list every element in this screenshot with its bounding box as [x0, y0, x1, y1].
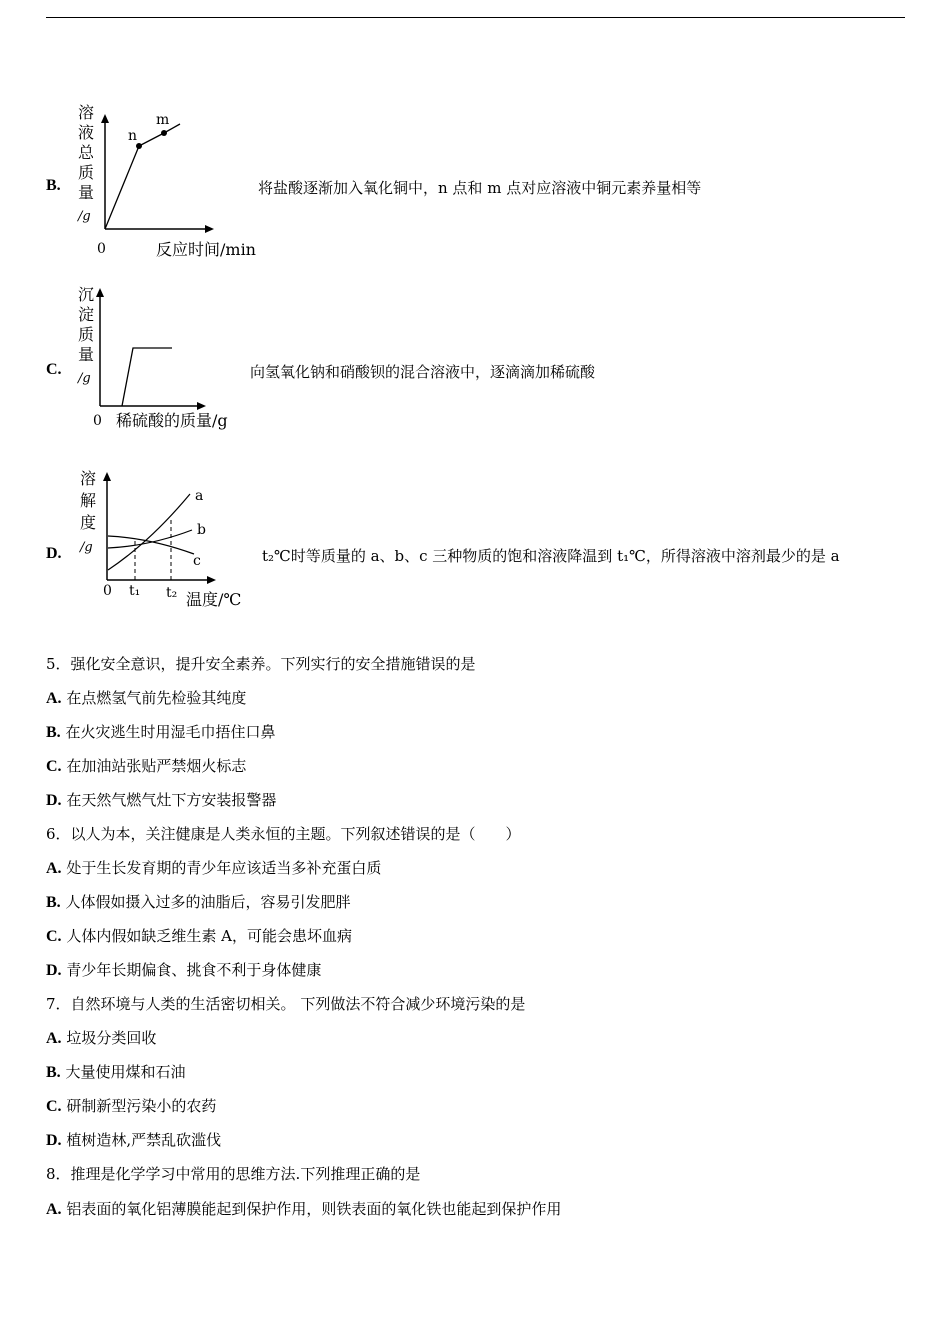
graph-d-y-arrow	[103, 472, 111, 481]
graph-d-tick-t1: t₁	[129, 583, 141, 599]
graph-b-ylabel-5: 量	[78, 183, 95, 202]
graph-d-x-arrow	[207, 576, 216, 584]
graph-d-label-a: a	[195, 488, 204, 504]
graph-c-ylabel-5: /g	[78, 371, 91, 386]
option-text: 铝表面的氧化铝薄膜能起到保护作用，则铁表面的氧化铁也能起到保护作用	[66, 1200, 562, 1218]
question-8-stem: 8．推理是化学学习中常用的思维方法.下列推理正确的是	[46, 1165, 421, 1183]
option-letter: C.	[46, 758, 62, 775]
option-letter: A.	[46, 690, 62, 707]
option-text: 人体假如摄入过多的油脂后，容易引发肥胖	[65, 893, 351, 911]
graph-b-point-m	[161, 130, 167, 136]
option-text: 人体内假如缺乏维生素 A，可能会患坏血病	[66, 927, 352, 945]
graph-d-origin: 0	[103, 583, 112, 599]
graph-b-ylabel-2: 液	[78, 123, 95, 142]
option-text: 在加油站张贴严禁烟火标志	[66, 757, 247, 775]
graph-b-ylabel-4: 质	[78, 163, 95, 182]
graph-b-origin: 0	[97, 241, 106, 257]
question-5-option-b	[46, 721, 275, 742]
graph-b-curve	[105, 124, 180, 229]
graph-c-ylabel-1: 沉	[78, 285, 95, 304]
graph-d-curve-b	[108, 530, 192, 548]
graph-d-ylabel-3: 度	[80, 513, 97, 532]
option-letter: A.	[46, 1030, 62, 1047]
question-7-option-d	[46, 1129, 221, 1150]
graph-d-ylabel-2: 解	[80, 491, 97, 510]
graph-c-x-arrow	[197, 402, 206, 410]
graph-c-xlabel: 稀硫酸的质量/g	[116, 411, 228, 430]
option-text: 在点燃氢气前先检验其纯度	[66, 689, 247, 707]
graph-b	[70, 98, 270, 263]
question-6-option-c	[46, 925, 352, 946]
graph-b-label-n: n	[128, 128, 138, 144]
option-text: 植树造林,严禁乱砍滥伐	[66, 1131, 222, 1149]
graph-d-curve-c	[108, 536, 194, 554]
graph-b-label-m: m	[156, 112, 170, 128]
option-letter: C.	[46, 1098, 62, 1115]
option-d-statement: t₂℃时等质量的 a、b、c 三种物质的饱和溶液降温到 t₁℃，所得溶液中溶剂最少的是 a	[262, 547, 840, 565]
graph-c-ylabel-3: 质	[78, 325, 95, 344]
option-d-letter: D.	[46, 545, 62, 562]
option-text: 青少年长期偏食、挑食不利于身体健康	[66, 961, 322, 979]
graph-b-xlabel: 反应时间/min	[156, 240, 256, 259]
option-text: 垃圾分类回收	[66, 1029, 157, 1047]
graph-c	[70, 280, 250, 435]
question-7-option-b	[46, 1061, 185, 1082]
graph-d-xlabel: 温度/℃	[186, 590, 242, 609]
option-letter: B.	[46, 894, 61, 911]
option-text: 在天然气燃气灶下方安装报警器	[66, 791, 277, 809]
option-c-statement: 向氢氧化钠和硝酸钡的混合溶液中，逐滴滴加稀硫酸	[250, 363, 596, 381]
option-b-statement: 将盐酸逐渐加入氧化铜中，n 点和 m 点对应溶液中铜元素养量相等	[258, 179, 702, 197]
option-letter: C.	[46, 928, 62, 945]
option-text: 大量使用煤和石油	[65, 1063, 186, 1081]
option-letter: B.	[46, 724, 61, 741]
question-6-option-d	[46, 959, 321, 980]
graph-d-tick-t2: t₂	[166, 585, 178, 601]
graph-d-label-b: b	[197, 522, 206, 538]
header-rule	[46, 17, 905, 18]
option-letter: B.	[46, 1064, 61, 1081]
graph-d-ylabel-4: /g	[80, 540, 93, 555]
option-c-letter: C.	[46, 361, 62, 378]
option-b-letter: B.	[46, 177, 61, 194]
question-8-option-a	[46, 1198, 561, 1219]
option-letter: A.	[46, 860, 62, 877]
graph-b-x-arrow	[205, 225, 214, 233]
graph-b-ylabel-3: 总	[78, 143, 95, 162]
graph-d-curve-a	[108, 494, 190, 570]
question-7-stem: 7．自然环境与人类的生活密切相关。 下列做法不符合减少环境污染的是	[46, 995, 526, 1013]
graph-b-ylabel-6: /g	[78, 209, 91, 224]
graph-b-y-arrow	[101, 114, 109, 123]
option-letter: A.	[46, 1201, 62, 1218]
option-letter: D.	[46, 1132, 62, 1149]
graph-d-ylabel-1: 溶	[80, 469, 97, 488]
question-5-option-d	[46, 789, 276, 810]
graph-c-ylabel-2: 淀	[78, 305, 95, 324]
question-6-option-a	[46, 857, 381, 878]
question-7-option-a	[46, 1027, 156, 1048]
option-text: 研制新型污染小的农药	[66, 1097, 217, 1115]
question-5-option-a	[46, 687, 246, 708]
graph-d	[70, 462, 255, 612]
question-5-stem: 5．强化安全意识，提升安全素养。下列实行的安全措施错误的是	[46, 655, 476, 673]
graph-c-y-arrow	[96, 288, 104, 297]
graph-c-ylabel-4: 量	[78, 345, 95, 364]
graph-d-label-c: c	[193, 553, 201, 569]
question-6-stem: 6．以人为本，关注健康是人类永恒的主题。下列叙述错误的是（ ）	[46, 825, 521, 843]
option-text: 处于生长发育期的青少年应该适当多补充蛋白质	[66, 859, 382, 877]
graph-c-origin: 0	[93, 413, 102, 429]
question-5-option-c	[46, 755, 246, 776]
graph-c-curve	[122, 348, 172, 406]
option-text: 在火灾逃生时用湿毛巾捂住口鼻	[65, 723, 276, 741]
question-6-option-b	[46, 891, 350, 912]
question-7-option-c	[46, 1095, 216, 1116]
option-letter: D.	[46, 792, 62, 809]
option-letter: D.	[46, 962, 62, 979]
graph-b-ylabel-1: 溶	[78, 103, 95, 122]
